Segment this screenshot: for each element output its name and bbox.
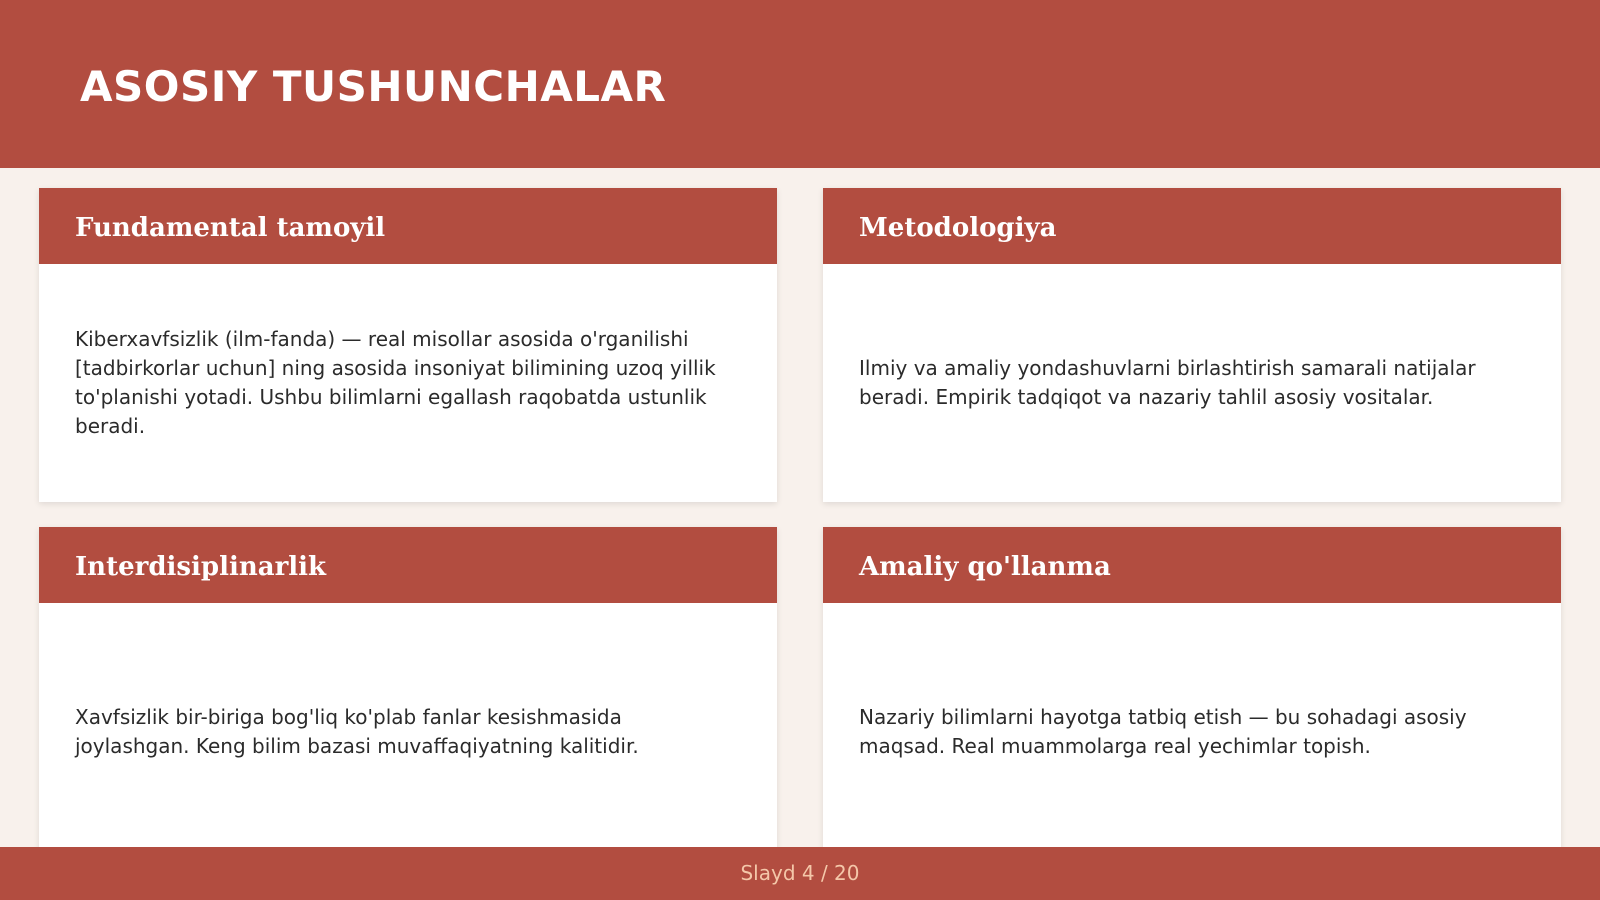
card-body [823,603,1561,853]
slide-header [0,0,1600,168]
card-header [823,527,1561,603]
card-body [39,264,777,502]
card-text: Ilmiy va amaliy yondashuvlarni birlashtirish samarali natijalar beradi. Empirik tadqiqot va nazariy tahlil asosiy vositalar. [859,356,1476,409]
card-header [39,188,777,264]
card-title: Interdisiplinarlik [75,552,327,582]
slide-footer [0,847,1600,900]
card-title: Amaliy qo'llanma [859,552,1111,582]
concept-card-interdisciplinary [39,527,777,853]
card-header [39,527,777,603]
slide-counter: Slayd 4 / 20 [740,861,860,885]
concept-card-fundamental [39,188,777,502]
card-body [39,603,777,853]
card-title: Metodologiya [859,213,1057,243]
concept-card-methodology [823,188,1561,502]
card-text: Kiberxavfsizlik (ilm-fanda) — real misollar asosida o'rganilishi [tadbirkorlar uchun] ning asosida insoniyat bilimining uzoq yillik to'planishi yotadi. Ushbu bilimlarni egallash raqobatda ustunlik beradi. [75,327,716,438]
card-text: Nazariy bilimlarni hayotga tatbiq etish — bu sohadagi asosiy maqsad. Real muammolarga real yechimlar topish. [859,705,1467,758]
card-body [823,264,1561,502]
concept-card-practical [823,527,1561,853]
card-text: Xavfsizlik bir-biriga bog'liq ko'plab fanlar kesishmasida joylashgan. Keng bilim bazasi muvaffaqiyatning kalitidir. [75,705,639,758]
slide-title: ASOSIY TUSHUNCHALAR [80,62,667,111]
card-header [823,188,1561,264]
card-title: Fundamental tamoyil [75,213,386,243]
